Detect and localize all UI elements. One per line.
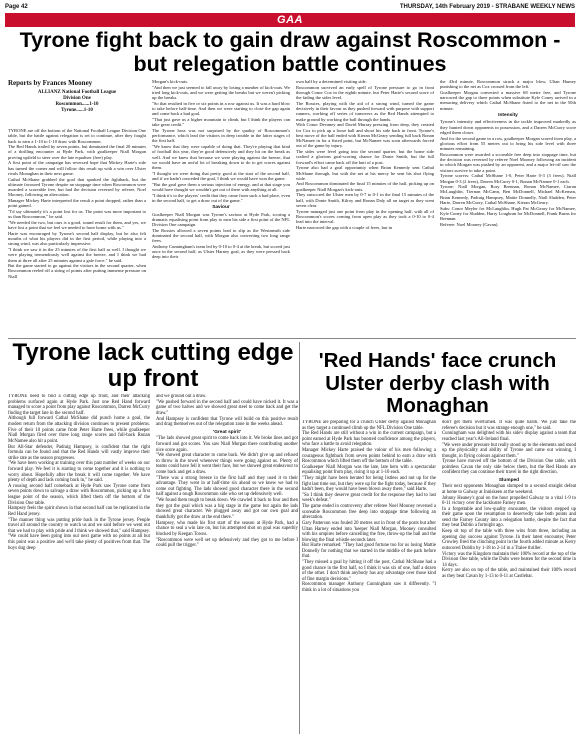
paragraph: With Conor Devaney and David Murray pressing from deep, they created for Cox to pick up a loose ball and shoot his side back in front. Tyrone's best move of the half ended with Kieran McGeary sending full back Ronan McNamee in for a fisted point, but McNamee was soon afterwards forced out of the game by injury. xyxy=(296,122,434,149)
story3-col2-body xyxy=(442,420,576,476)
page-header xyxy=(5,3,575,13)
story1-column-4 xyxy=(440,79,576,338)
paragraph: Harte narrowed the gap with a couple of frees, but in xyxy=(296,224,393,230)
story2-column-1 xyxy=(8,394,150,732)
paragraph: Johnny Heaney's goal on the hour propelled Galway to a vital 1-9 to 0-11 victory over the lacklustre Farney men. xyxy=(442,495,576,507)
paragraph: and we ground out a draw. xyxy=(156,394,207,399)
paragraph: But Harte remarked: "They had good fortune too for us losing Mattie Donnelly for nothing that we started in the middle of the park before that. xyxy=(302,543,436,560)
paragraph: But the game started to go against the visitors in the second quarter, when Roscommon reeled off a string of points after putting immense pressure on Niall xyxy=(8,263,146,279)
paragraph: "I think it's to the players' credit that they came from such a bad place, even in the second half, to get a draw out of the game." xyxy=(152,192,290,203)
paragraph: And Hampsey is confident that Tyrone will build on this positive result and drag themselves out of the relegation zone in the weeks ahead. xyxy=(156,416,298,428)
paragraph: The sides were level going into the second quarter, but the home side crafted a glorious goal-scoring chance for Donie Smith, but the full forward's effort came back off the butt of a post. xyxy=(296,149,434,165)
paragraph: A first point of the campaign has reversed hope that Mickey Harte's side has turned the corner and will follow this result up with a win over Ulster rivals Monaghan in their next game. xyxy=(8,160,146,176)
paragraph: Tyrone: Niall Morgan, Rory Brennan, Ronan McNamee, Ciaran McLaughlin, Tiernan McCann, Ben McDonnell, Michael McKernan, Brian Kennedy, Padraig Hampsey, Mattie Donnelly, Niall Sludden, Peter Harte, Darren McCurry, Cathal McShane, Kieran McGeary. xyxy=(440,184,576,206)
paragraph: "That just gave us a higher mountain to climb, but I think the players can take great credit." xyxy=(152,116,290,128)
paragraph: the 43rd minute, Roscommon struck a major blow, Ultan Harney punishing to the net as Cox crossed from the left. xyxy=(440,79,576,90)
paragraph: don't get them overturned. It was quite harsh. We just take the referee's decision but it was strange enough one," he said. xyxy=(442,420,576,431)
result-home: Roscommon......1-10 xyxy=(55,102,99,107)
paragraph: Goalkeeper Morgan converted a massive 68 metre free, and Tyrone narrowed the gap to three points when substitute Kyle Coney arrived in a menacing delivery which Cathal McShane fisted to the net in the 50th minute. xyxy=(440,89,576,111)
paragraph: Harte was encouraged by Tyrone's second half display, but he also felt mouths of what his players did in the first period, while playing into a strong wind, was also particularly impressive. xyxy=(8,230,146,247)
paragraph: Keep sit top of the table with three wins from three, including an opening day success against Tyrone. In their latest encounter, Peter Crowley fired the clinching point in the fourth added minute as Kerry outscored Dublin by 1-18 to 2-14 in a Tralee thriller. xyxy=(442,529,576,551)
paragraph: The Red Hands trailed by seven points, but dominated the final 20 minutes of a thrilling encounter at Hyde Park, with goalkeeper Niall Morgan proving upfield to steer over the late equaliser (free) play. xyxy=(8,144,146,160)
paragraph: Goalkeeper Niall Morgan was Tyrone's saviour at Hyde Park, scoring a dramatic equalising point from play to earn his side a first point of the NFL Division One campaign. xyxy=(152,211,290,228)
paragraph: "But the goal gave them a serious injection of energy, and at that stage you would have thought we wouldn't get out of there with anything at all. xyxy=(152,181,290,193)
story1-col4-body-b xyxy=(440,119,576,227)
paragraph: "They missed a goal by hitting it off the post, Cathal McShane had a good chance in the first half, so I think it was six of one, half a dozen of the other. I don't think anybody has any advantage over those kind of fine margin decisions." xyxy=(302,560,436,582)
paragraph: "So that resulted in five or six points in a row against us. It was a hard blow to take before half-time. And then we were starting to close the gap again and come back a bad goal. xyxy=(152,100,290,117)
story1-col2-body xyxy=(152,79,290,203)
paragraph: Cathal McShane grabbed the goal that sparked the fightback, but the ultimate favoured Tyrone despite an stoppage time when Roscommon were awarded a scoreable free, but had the decision reversed by referee, Noel Mooney, following an altercation. xyxy=(8,176,146,198)
paragraph: "The manner thing was putting pride back in the Tyrone jersey. People travel all around the country to watch us and we said before we went out that we had to play with pride and I think we showed that," said Hampsey. "We could have been going into our next game with no points at all but this point was a positive and we'll take plenty of positives from that. The boys dug deep xyxy=(8,517,150,551)
paragraph: "We showed great character to come back. We didn't give up and refused to throw in the towel whenever things were going against us. Plenty of teams could have fell it went their face, but we showed great endeavour to come back and get a draw. xyxy=(156,453,298,475)
paragraph: "We found them tough to break down. We crawled it back to four and then they got the goal which was a big stage in the game but again the lads showed great character. We plugged away and got our own goal and thankfully got the draw at the end there." xyxy=(156,498,298,520)
page-number: Page 42 xyxy=(5,4,28,10)
story1-col2-body-b xyxy=(152,212,290,260)
match-result-box xyxy=(8,90,146,114)
issue-date: THURSDAY, 14th February 2019 - STRABANE WEEKLY NEWS xyxy=(399,4,575,10)
paragraph: Tyrone's intensity and effectiveness in the tackle improved markedly as they hunted down opponents in possession, and a Darren McCurry score edged them closer. xyxy=(440,119,576,135)
paragraph: "I think we saw it in the 25 minutes of the first half as well. I thought we were playing tremendously well against the breeze, and I think we had them at three all after 25 minutes against a gale force," he said. xyxy=(8,246,146,263)
paragraph: The Tyrone boss was not surprised by the quality of Roscommon's performance, which lead the visitors in deep trouble in the latter stages of the first half. xyxy=(152,127,290,144)
section-banner xyxy=(5,13,575,27)
paragraph: "There was a strong breeze in the first half and they used it to their advantage. They went in at half-time six ahead so we knew we had to come out fighting. The lads showed good character there in the second half against a tough Roscommon side who set up defensively well. xyxy=(156,475,298,498)
story1-column-2 xyxy=(152,79,290,338)
story2-col2-body-b xyxy=(156,436,298,548)
story2-headline: Tyrone lack cutting edge up front xyxy=(12,339,294,392)
paragraph: The game ended in controversy after referee Noel Mooney reversed a scoreable Roscommon free deep into stoppage time following an altercation. xyxy=(302,504,436,521)
paragraph: Victory was the Kingdom maintain their 100% record at the top of the Division One table, while the Dubs were beaten for the second time in 14 days. xyxy=(442,551,576,568)
paragraph: Gary Patterson was fouled 20 metres out in front of the posts but after Ultan Harney ended into 'keeper Niall Morgan, Mooney consulted with his umpires before cancelling the free, throw-up the ball and the blowing the final whistle seconds later. xyxy=(302,521,436,543)
story2-column-2 xyxy=(156,394,298,732)
story1-column-1 xyxy=(8,128,146,338)
paragraph: The Rossies, playing with the aid of a strong wind, turned the game decisively in their favour as they pushed forward with purpose with support runners, working off series of turnovers as the Red Hands attempted to make ground by working the ball through the hands. xyxy=(296,100,434,122)
paragraph: Goalkeeper Niall Morgan was the late, late hero with a spectacular equalising point from play, rising it up at 1-10 each. xyxy=(302,464,436,476)
paragraph: TYRONE need to find a cutting edge up front, and their attacking problems surfaced again at Hyde Park. Just one Red Hand forward managed to score a point from play against Roscommon, Darren McCurry finding the target late in the second half. xyxy=(8,394,150,416)
story1-column-3 xyxy=(296,79,434,338)
paragraph: "I'd say ultimately it's a point lost for us. The point was more important to us than Roscommon," he said. xyxy=(8,208,146,220)
paragraph: Tyrone have moved off the bottom of the Division One table, with pointless Cavan the only side below them, but the Red Hands are confident they can continue their travel in the right direction. xyxy=(442,459,576,476)
paragraph: The Red Hands are still without a win in the current campaign, but a point earned at Hyde Park has boosted confidence among the players, who face a battle to avoid relegation. xyxy=(302,431,436,448)
paragraph: Roscommon survived an early spell of Tyrone pressure to go in front through Conor Cox in the eighth minute, but Peter Harte's second score of the fading the sides level. xyxy=(296,84,434,101)
paragraph: Hampsey feels the spirit shown in that second half can be replicated in the Red Hand jersey. xyxy=(8,506,150,517)
story3-col2-body-b xyxy=(442,484,576,579)
paragraph: TYRONE are preparing for a crunch Ulster derby against Monaghan as they target a continued climb up the NFL Division One table. xyxy=(302,420,436,431)
paragraph: "I thought we were doing that pretty good at the start of the second half, and if we hadn't conceded the goal, I think we would have won the game. xyxy=(152,170,290,182)
result-away: Tyrone......1-10 xyxy=(61,108,93,113)
paragraph: The Rossies allowed a seven points lead to slip as the Westmeath side dominated the second half, with Morgan also converting two long range frees. xyxy=(152,227,290,244)
story1-headline: Tyrone fight back to gain draw against Roscommon - but relegation battle continues xyxy=(19,28,561,76)
paragraph: "And then we just seemed to fall away by losing a number of kick-outs. We tried long kick-outs, and we were getting the breaks but we weren't picking up the breaks. xyxy=(152,84,290,101)
paragraph: A rousing second half comeback at Hyde Park saw Tyrone come from seven points down to salvage a draw with Roscommon, picking up a first league point of the season, which lifted them off the bottom of the Division One table. xyxy=(8,483,150,506)
paragraph: Their next opponents Monaghan slumped to a second straight defeat at home to Galway at Inniskeen at the weekend. xyxy=(442,484,576,495)
paragraph: "We needed the two, but ours is a good, sound result for them, and yes, we have lost a point that we feel we needed to have home with us." xyxy=(8,219,146,231)
paragraph: Subs: Conor Meyler for McLaughlin, Hugh Pat McGeary for McNamee, Kyle Coney for Sludden, Harry Loughran for McDonnell, Frank Burns for Brennan. xyxy=(440,205,576,222)
paragraph: "We pushed forward in the second half and could have nicked it. It was a game of two halves and we showed great steel to come back and get the draw." xyxy=(156,399,298,416)
paragraph: And Roscommon dominated the final 15 minutes of the half, picking up on goalkeeper Niall Morgan's kick-outs. xyxy=(296,181,434,192)
paragraph: In a forgettable and low-quality encounter, the visitors stepped up their game upon the resumption to deservedly take both points and send the Farney County into a relegation battle, despite the fact that they beat Dublin a fortnight ago. xyxy=(442,506,576,529)
story2-subhead-great-spirit: 'Great spirit' xyxy=(213,429,241,435)
paragraph: Roscommon were awarded a scoreable free deep into stoppage time, but the decision was reversed by referee Noel Mooney following an incident in which Morgan was pushed by an opponent, and a major let-off saw the visitors survive to take a point. xyxy=(440,151,576,173)
paragraph: And for the second game in a row, goalkeeper Morgan scored from play, a glorious effort from 55 metres out to bring his side level with three minutes remaining. xyxy=(440,135,576,152)
paragraph: TYRONE are off the bottom of the National Football League Division One table, but the battle against relegation is set to continue, after they fought back to earn a 1-10 to 1-10 draw with Roscommon. xyxy=(8,128,146,144)
paragraph: "We have been working at training over this past number of weeks on our forward play. We feel it is starting to come together and it is nothing to worry about. Hopefully after the break it will come together. We have plenty of depth and lads coming back in," he said. xyxy=(8,461,150,484)
paragraph: Manager Mickey Harte praised the valour of his men following a courageous fightback from seven points behind to earn a draw with Roscommon which lifted them off the bottom of the table. xyxy=(302,448,436,465)
paragraph: Tyrone also had a goal opportunity when Brian Kennedy sent Cathal McShane through, but with the net at his mercy he sent his shot flying wide. xyxy=(296,165,434,181)
paragraph: They outscored the Ulster men by 0-7 to 0-1 in the final 15 minutes of the half, with Donie Smith, Kilroy and Ronan Daly all on target as they went seven clear. xyxy=(296,192,434,208)
paragraph: But All-Star defender, Padraig Hampsey, is confident that the right formula can be found and that the Red Hands will vastly improve their strike rate as the season progresses. xyxy=(8,444,150,461)
competition-name: ALLIANZ National Football League xyxy=(37,90,117,95)
story3-headline: 'Red Hands' face crunch Ulster derby clash with Monaghan xyxy=(318,349,557,417)
paragraph: Roscommon manager Anthony Cunningham saw it differently. "I think in a lot of situations you xyxy=(302,582,436,593)
paragraph: Tyrone scorers: Cathal McShane 1-0, Peter Harte 0-3 (3 frees), Niall Morgan 0-3 (2 frees), Darren McCurry 0-1, Ronan McNamee 0-1 each. xyxy=(440,173,576,184)
story3-column-1 xyxy=(302,420,436,732)
competition-division: Division One xyxy=(63,96,91,101)
paragraph: "They might have been berated for being listless and not up for the fight last time out, but they were up for the fight today, because if they hadn't been, they would have been blown away there," said Harte. xyxy=(302,476,436,493)
paragraph: Hampsey, who made his first start of the season at Hyde Park, had a chance to seal a win late on, but his attempted shot on goal was superbly blocked by Keegan Towns. xyxy=(156,520,298,537)
paragraph: Tyrone managed just one point from play in the opening half, with all of Roscommon's scores coming from open play as they took a 0-10 to 0-4 lead into the interval. xyxy=(296,208,434,225)
paragraph: Cunningham was delighted with his side's display against a team that reached last year's All-Ireland final. xyxy=(442,431,576,442)
story1-col4-body xyxy=(440,79,576,111)
story1-byline: Reports by Frances Mooney xyxy=(8,79,93,87)
section-label: GAA xyxy=(277,14,303,26)
paragraph: "The lads showed great spirit to come back into it. We broke lines and got forward and got scores. You saw Niall Morgan there contributing another nice score again. xyxy=(156,436,298,453)
paragraph: Manager Mickey Harte interpreted the result a point dropped, rather than a point gained. xyxy=(8,198,146,209)
story2-col2-body xyxy=(156,394,298,428)
paragraph: "So I think they deserve great credit for the response they had to last week's defeat." xyxy=(302,492,436,504)
story1-subhead-saviour: Saviour xyxy=(212,205,230,211)
paragraph: Referee: Noel Mooney (Cavan). xyxy=(440,221,499,227)
story3-column-2 xyxy=(442,420,576,732)
paragraph: "We were under pressure but really stood up to the elements and stood up the physicality and ability of Tyrone and came out winning, I thought, in flying colours against them." xyxy=(442,442,576,459)
paragraph: Kerry are also on top of the table, and maintained their 100% record as they beat Cavan by 1-13 to 0-11 at Castlebar. xyxy=(442,568,576,579)
paragraph: Morgan's kick-outs. xyxy=(152,79,189,84)
story1-subhead-intensity: Intensity xyxy=(498,113,518,119)
story3-subhead-slumped: Slumped xyxy=(498,477,520,483)
paragraph: Anthony Cunningham's team led by 0-10 to 0-4 at the break, but scored just once in the second half, as Ulster Harney goal, as they were pressed back deep into their xyxy=(152,243,290,260)
paragraph: "Roscommon were well set up defensively and they got to me before I could pull the trigger." xyxy=(156,537,298,549)
paragraph: Although full forward Cathal McShane did punch home a goal, the modest return from the attacking division continues to present problems. Five of their 10 points came from Peter Harte frees, while goalkeeper Niall Morgan fired over three long range scores and full-back Ronan McNamee also hit a point. xyxy=(8,416,150,444)
paragraph: "We know that they were capable of doing that. They're playing that kind of football this year, they're good defensively and they hit on the break as well. And we knew that because we were playing against the breeze, that we would have an awful lot of breaking down to do to get scores against them. xyxy=(152,144,290,171)
paragraph: own half by a determined visiting side. xyxy=(296,79,367,84)
